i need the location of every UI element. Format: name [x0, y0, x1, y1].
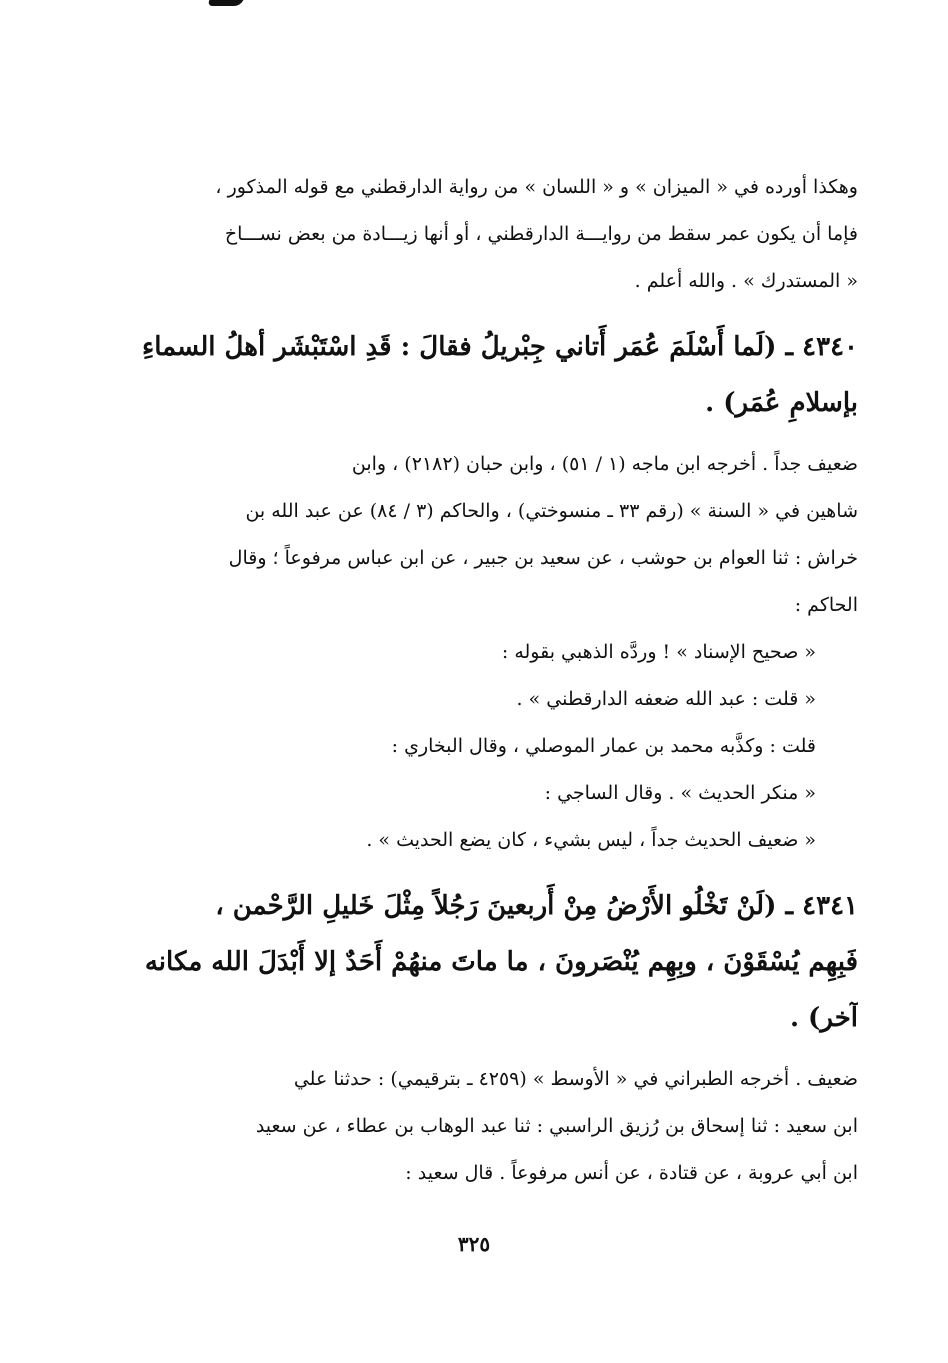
hadith-4340-commentary — [88, 441, 858, 629]
hadith-line: آخر) . — [789, 1003, 858, 1033]
corner-ink-mark — [207, 0, 244, 6]
page-number: ٣٢٥ — [457, 1232, 491, 1256]
hadith-line: ٤٣٤١ ـ (لَنْ تَخْلُو الأَرْضُ مِنْ أَربعينَ رَجُلاً مِثْلَ خَليلِ الرَّحْمن ، — [215, 891, 858, 921]
hadith-4341-text — [88, 878, 858, 1046]
page-body — [88, 164, 858, 1197]
quote-line: « منكر الحديث » . وقال الساجي : — [544, 782, 816, 804]
hadith-4341-commentary — [88, 1056, 858, 1197]
text-line: ضعيف . أخرجه الطبراني في « الأوسط » (٤٢٥٩ ـ بترقيمي) : حدثنا علي — [293, 1068, 858, 1090]
text-line: وهكذا أورده في « الميزان » و « اللسان » من رواية الدارقطني مع قوله المذكور ، — [215, 176, 858, 198]
hadith-4340-text — [88, 319, 858, 431]
text-line: ابن سعيد : ثنا إسحاق بن رُزيق الراسبي : ثنا عبد الوهاب بن عطاء ، عن سعيد — [255, 1115, 858, 1137]
hadith-line: فَبِهِم يُسْقَوْنَ ، وبِهِم يُنْصَرونَ ، ما ماتَ منهُمْ أَحَدٌ إلا أَبْدَلَ الله مكانه — [144, 947, 858, 977]
text-line: « المستدرك » . والله أعلم . — [634, 270, 858, 292]
hadith-4340-quotes — [88, 629, 858, 864]
quote-line: « ضعيف الحديث جداً ، ليس بشيء ، كان يضع الحديث » . — [366, 829, 816, 851]
quote-line: « صحيح الإسناد » ! وردَّه الذهبي بقوله : — [501, 641, 816, 663]
intro-paragraph — [88, 164, 858, 305]
text-line: خراش : ثنا العوام بن حوشب ، عن سعيد بن جبير ، عن ابن عباس مرفوعاً ؛ وقال — [228, 547, 858, 569]
hadith-line: بإسلامِ عُمَر) . — [705, 388, 858, 418]
text-line: ابن أبي عروبة ، عن قتادة ، عن أنس مرفوعاً . قال سعيد : — [405, 1162, 858, 1184]
text-line: ضعيف جداً . أخرجه ابن ماجه (١ / ٥١) ، وابن حبان (٢١٨٢) ، وابن — [351, 453, 858, 475]
text-line: شاهين في « السنة » (رقم ٣٣ ـ منسوختي) ، والحاكم (٣ / ٨٤) عن عبد الله بن — [245, 500, 858, 522]
quote-line: « قلت : عبد الله ضعفه الدارقطني » . — [516, 688, 816, 710]
text-line: الحاكم : — [794, 594, 858, 616]
text-line: فإما أن يكون عمر سقط من روايـــة الدارقطني ، أو أنها زيـــادة من بعض نســـاخ — [224, 223, 858, 245]
hadith-line: ٤٣٤٠ ـ (لَما أَسْلَمَ عُمَر أَتاني جِبْريلُ فقالَ : قَدِ اسْتَبْشَر أهلُ السماءِ — [141, 332, 858, 362]
quote-line: قلت : وكذَّبه محمد بن عمار الموصلي ، وقال البخاري : — [391, 735, 816, 757]
